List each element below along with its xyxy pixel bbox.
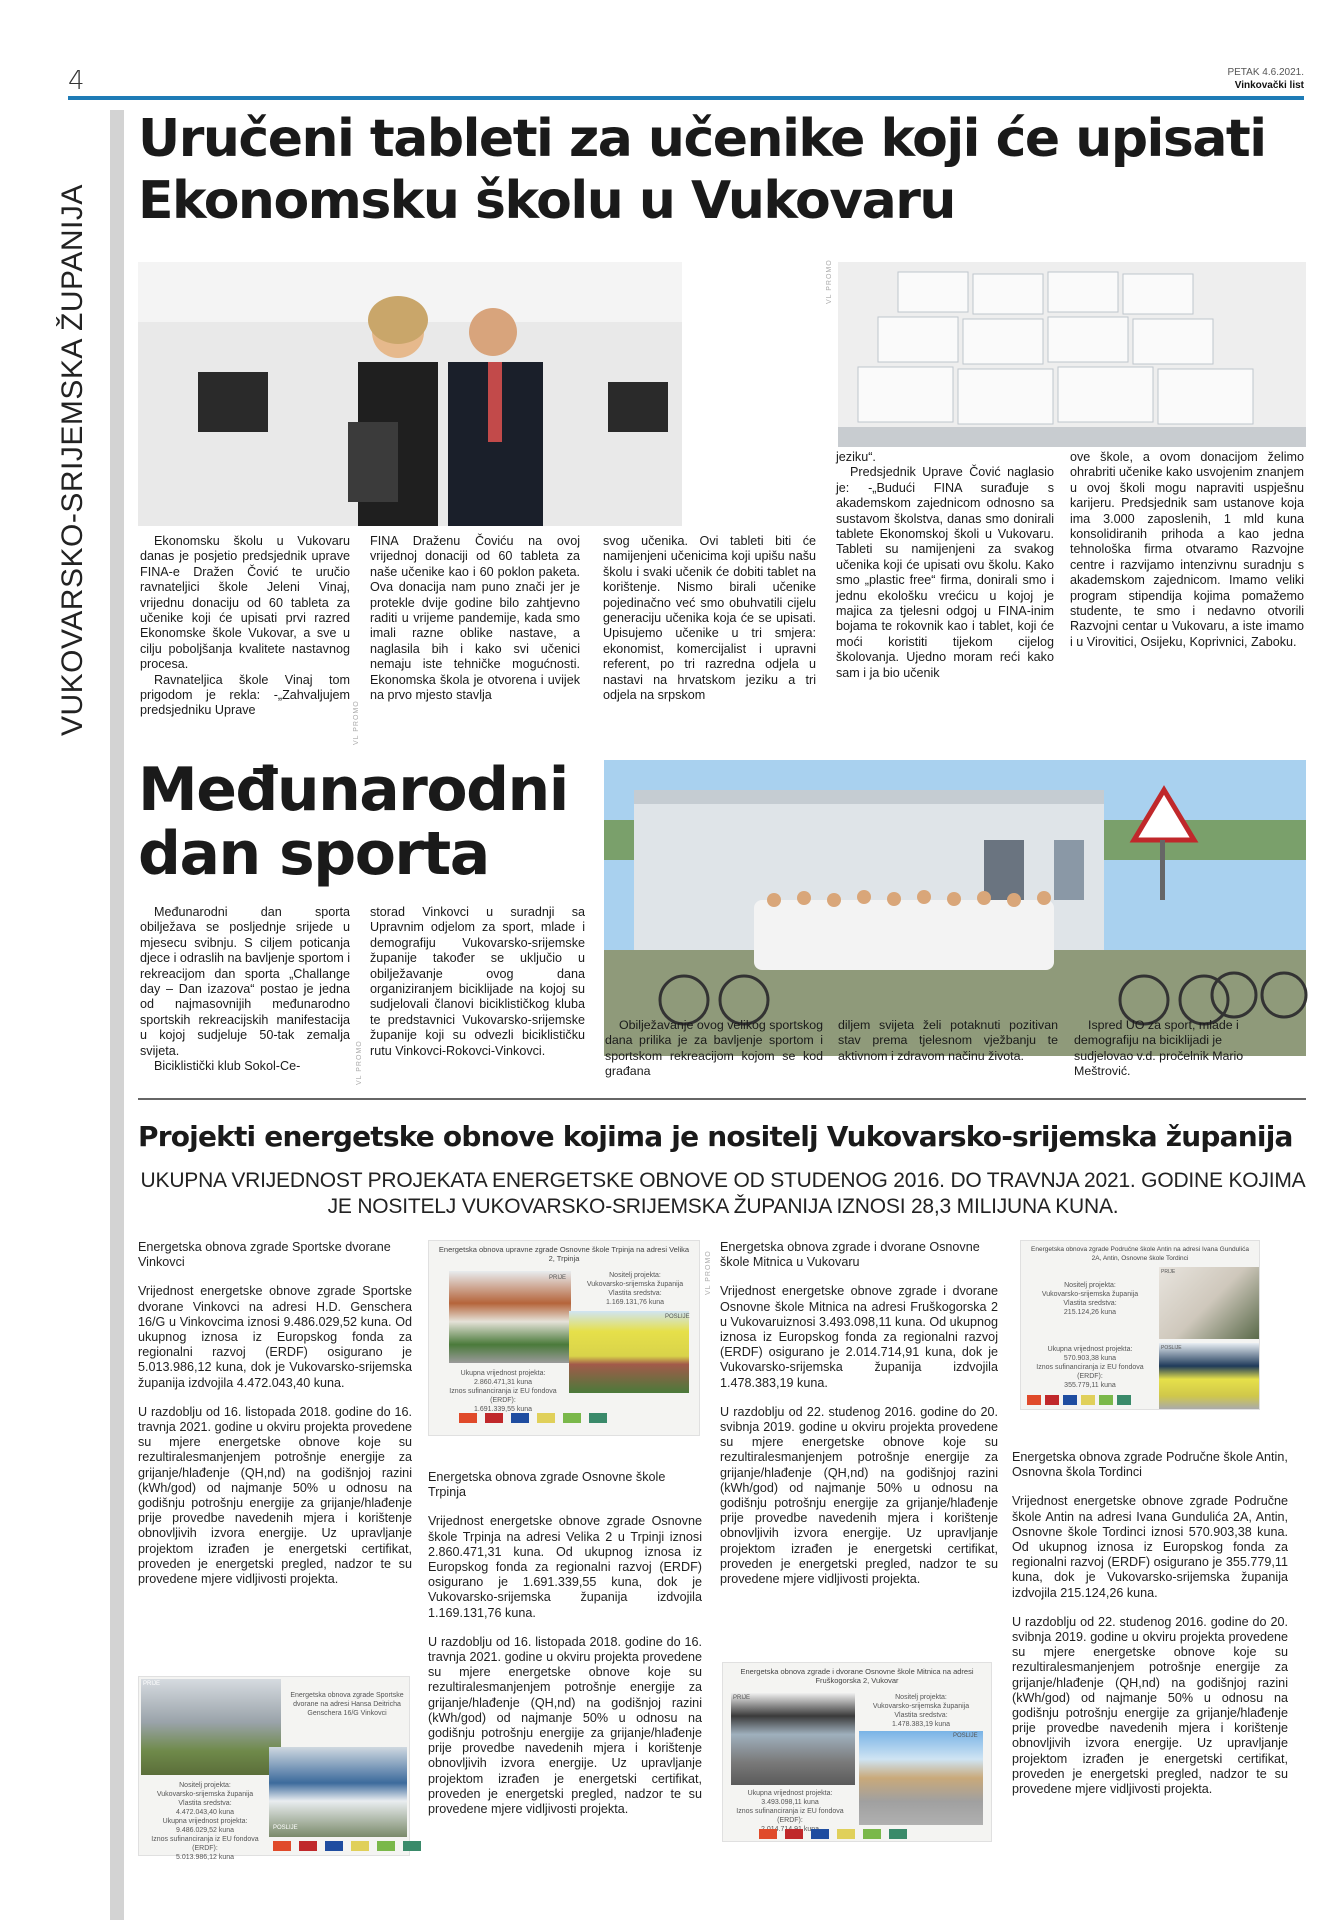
after-label: POSLIJE (273, 1825, 298, 1831)
article2-column-5 (1074, 1018, 1284, 1080)
ministry-logo-icon (459, 1413, 477, 1423)
paragraph: Ravnateljica škole Vinaj tom prigodom je rekla: -„Zahvaljujem predsjedniku Uprave (140, 672, 350, 718)
after-label: POSLIJE (1161, 1345, 1182, 1351)
holder-value: Vukovarsko-srijemska županija (1041, 1291, 1139, 1298)
county-coat-of-arms-icon (589, 1413, 607, 1423)
article2-column-2 (370, 905, 585, 1059)
eu-value: 1.691.339,55 kuna (474, 1406, 532, 1413)
project-value-text: Vrijednost energetske obnove zgrade i dvorane Osnovne škole Mitnica na adresi Fruškogorska 2 u Vukovaruiznosi 3.493.098,11 kuna. Od ukupnog iznosa iz Europskog fonda za regionalni razvoj (ERDF) osigurano je 2.014.714,91 kuna, dok je Vukovarsko-srijemska županija izdvojila 1.478.383,19 kuna. (720, 1284, 998, 1390)
paragraph: Međunarodni dan sporta obilježava se posljednje srijede u mjesecu svibnju. S ciljem poticanja djece i odraslih na bavljenje sportom i rekreacijom dan sporta „Challange day – Dan izazova“ postao je jedna od najmasovnijih međunarodno sportskih rekreacijskih manifestacija u kojoj sudjeluje 50-tak zemalja svijeta. (140, 905, 351, 1058)
paragraph: Biciklistički klub Sokol-Ce- (154, 1059, 301, 1074)
total-label: Ukupna vrijednost projekta: (1047, 1346, 1133, 1353)
before-label: PRIJE (1161, 1269, 1176, 1275)
own-funds-value: 1.169.131,76 kuna (606, 1299, 664, 1306)
article2-column-4 (838, 1018, 1058, 1064)
project-trpinja (428, 1470, 702, 1831)
paragraph: Ispred UO za sport, mlade i demografiju na biciklijadi je sudjelovao v.d. pročelnik Mario Meštrović. (1074, 1018, 1244, 1079)
agency-logo-icon (351, 1841, 369, 1851)
issue-date: PETAK 4.6.2021. (1227, 67, 1304, 78)
before-label: PRIJE (733, 1695, 751, 1701)
article2-column-3 (605, 1018, 823, 1080)
project-period-text: U razdoblju od 22. studenog 2016. godine do 20. svibnja 2019. godine u okviru projekta provedene su mjere energetske obnove koje su rezultiralesmanjenjem potrošnje energije za grijanje/hlađenje (QH,nd) na godišnjoj razini (kWh/god) od najmanje 50% u odnosu na godišnju potrošnju energije za grijanje/hlađenje prije provedbe navedenih mjera i korištenje obnovljivih izvora energije. Uz upravljanje projektom izrađen je energetski certifikat, proveden je energetski pregled, nadzor te su provedene mjere vidljivosti projekta. (1012, 1614, 1288, 1797)
photo-credit: VL PROMO (356, 1040, 363, 1085)
eu-flag-icon (811, 1829, 829, 1839)
holder-value: Vukovarsko-srijemska županija (872, 1703, 970, 1710)
funding-logos (459, 1411, 607, 1425)
article1-column-4 (836, 450, 1054, 681)
total-label: Ukupna vrijednost projekta: (460, 1370, 546, 1377)
eu-label: Iznos sufinanciranja iz EU fondova (ERDF): (151, 1836, 259, 1852)
eu-flag-icon (325, 1841, 343, 1851)
own-funds-label: Vlastita sredstva: (1063, 1300, 1117, 1307)
photo-group-cyclists-icon (604, 760, 1306, 1056)
before-label: PRIJE (549, 1275, 567, 1281)
project-poster-sportska-dvorana (138, 1676, 410, 1861)
eu-label: Iznos sufinanciranja iz EU fondova (ERDF): (449, 1388, 557, 1404)
project-period-text: U razdoblju od 16. listopada 2018. godine do 16. travnja 2021. godine u okviru projekta provedene su mjere energetske obnove koje su rezultiralesmanjenjem potrošnje energije za grijanje/hlađenje (QH,nd) na godišnjoj razini (kWh/god) od najmanje 50% u odnosu na godišnju potrošnju energije za grijanje/hlađenje prije provedbe navedenih mjera i korištenje obnovljivih izvora energije. Uz upravljanje projektom izrađen je energetski certifikat, proveden je energetski pregled, nadzor te su provedene mjere vidljivosti projekta. (138, 1404, 412, 1587)
holder-value: Vukovarsko-srijemska županija (156, 1791, 254, 1798)
agency-logo-icon (1081, 1395, 1095, 1405)
paragraph: Ekonomsku školu u Vukovaru danas je posjetio predsjednik uprave FINA-e Dražen Čović te uručio ravnateljici škole Jeleni Vinaj, vrijednu donaciju od 60 tableta za učenike koji će upisati prvi razred Ekonomske škole Vukovar, a sve u cilju poboljšanja kvalitete nastavnog procesa. (140, 534, 350, 672)
agency-logo-icon (837, 1829, 855, 1839)
project-title: Energetska obnova zgrade i dvorane Osnovne škole Mitnica u Vukovaru (720, 1240, 980, 1270)
after-photo (569, 1311, 689, 1393)
poster-title: Energetska obnova zgrade Sportske dvorane na adresi Hansa Deitricha Genschera 16/G Vinkovci (290, 1692, 404, 1717)
photo-tablet-boxes-icon (838, 262, 1306, 447)
eu-fonds-logo-icon (485, 1413, 503, 1423)
funding-logos (1027, 1393, 1131, 1407)
eu-label: Iznos sufinanciranja iz EU fondova (ERDF): (1036, 1364, 1144, 1380)
holder-label: Nositelj projekta: (179, 1782, 231, 1789)
before-photo (1159, 1267, 1259, 1339)
county-coat-of-arms-icon (1117, 1395, 1131, 1405)
article2-headline: Međunarodni dan sporta (138, 755, 568, 889)
section-label: VUKOVARSKO-SRIJEMSKA ŽUPANIJA (56, 184, 89, 736)
photo-people-icon (138, 262, 682, 526)
before-label: PRIJE (143, 1681, 161, 1687)
ministry-logo-icon (1027, 1395, 1041, 1405)
holder-label: Nositelj projekta: (895, 1694, 947, 1701)
own-funds-label: Vlastita sredstva: (894, 1712, 948, 1719)
paragraph: storad Vinkovci u suradnji sa Upravnim odjelom za sport, mlade i demografiju Vukovarsko-srijemske županije također se uključio u obilježavanje ovog dana organiziranjem biciklijade na kojoj su sudjelovali članovi biciklističkog kluba te predstavnici Vukovarsko-srijemske županije koji su odvezli biciklističku rutu Vinkovci-Rokovci-Vinkovci. (370, 905, 585, 1058)
article1-column-2 (370, 534, 580, 703)
eu-fonds-logo-icon (1045, 1395, 1059, 1405)
eu-label: Iznos sufinanciranja iz EU fondova (ERDF): (736, 1808, 844, 1824)
article3-headline: Projekti energetske obnove kojima je nositelj Vukovarsko-srijemska županija (138, 1120, 1293, 1153)
before-photo (449, 1271, 571, 1363)
project-title: Energetska obnova zgrade Područne škole Antin, Osnovna škola Tordinci (1012, 1450, 1288, 1480)
after-label: POSLIJE (665, 1314, 690, 1320)
photo-credit: VL PROMO (353, 700, 360, 745)
paragraph: FINA Draženu Čoviću na ovoj vrijednoj donaciji od 60 tableta za naše učenike kao i 60 poklon paketa. Ova donacija nam puno znači jer je protekle dvije godine bilo zahtjevno raditi u vrijeme pandemije, kada smo imali razne oblike nastave, a naglasila bih i kako svi učenici nemaju iste tehničke mogućnosti. Ekonomska škola je otvorena i uvijek na prvo mjesto stavlja (370, 534, 580, 703)
article2-photo-cyclists (604, 760, 1306, 1056)
poster-title: Energetska obnova zgrade Područne škole Antin na adresi Ivana Gundulića 2A, Antin, Osnovne škole Tordinci (1031, 1246, 1249, 1262)
total-value: 2.860.471,31 kuna (474, 1379, 532, 1386)
sustainability-logo-icon (863, 1829, 881, 1839)
own-funds-value: 4.472.043,40 kuna (176, 1809, 234, 1816)
paragraph: ove škole, a ovom donacijom želimo ohrabriti učenike kako usvojenim znanjem u ovoj školi mogu napraviti uspješnu karijeru. Predsjednik sam ustanove koja ima 3.000 zaposlenih, 1 mld kuna konsolidiranih prihoda a kao jedna tehnološka firma otvaramo Razvojne centre i razvijamo intenzivnu suradnju s akademskom zajednicom. Imamo veliki program stipendija kojima pomažemo studente, te smo i nedavno otvorili Razvojni centar u Vukovaru, a iste imamo i u Virovitici, Osijeku, Koprivnici, Zaboku. (1070, 450, 1304, 649)
poster-title: Energetska obnova zgrade i dvorane Osnovne škole Mitnica na adresi Fruškogorska 2, Vukovar (740, 1667, 974, 1685)
after-photo (859, 1731, 983, 1825)
own-funds-label: Vlastita sredstva: (178, 1800, 232, 1807)
total-value: 9.486.029,52 kuna (176, 1827, 234, 1834)
holder-label: Nositelj projekta: (609, 1272, 661, 1279)
agency-logo-icon (537, 1413, 555, 1423)
eu-flag-icon (1063, 1395, 1077, 1405)
own-funds-value: 215.124,26 kuna (1063, 1309, 1117, 1316)
before-photo (731, 1693, 855, 1785)
eu-value: 5.013.986,12 kuna (176, 1854, 234, 1861)
holder-label: Nositelj projekta: (1064, 1282, 1116, 1289)
paragraph: diljem svijeta želi potaknuti pozitivan stav prema tjelesnom vježbanju te aktivnom i zdravom načinu života. (838, 1018, 1058, 1063)
project-antin (1012, 1450, 1288, 1811)
sustainability-logo-icon (563, 1413, 581, 1423)
project-title: Energetska obnova zgrade Osnovne škole Trpinja (428, 1470, 666, 1500)
section-sidebar-bar (110, 110, 124, 1920)
paragraph: Predsjednik Uprave Čović naglasio je: -„Budući FINA surađuje s akademskom zajednicom odnosno sa sustavom školstva, danas smo donirali tablete Ekonomskoj školi u Vukovaru. Tableti su namijenjeni za svakog učenika koji će upisati ovu školu. Kako smo „plastic free“ firma, donirali smo i jednu ekološku vrećicu u kojoj je majica za tjelesni odgoj u FINA-inim bojama te rokovnik kao i tablet, koji će moći koristiti tijekom cijelog školovanja. Ujedno moram reći kako sam i ja bio učenik (836, 465, 1054, 680)
after-photo (1159, 1343, 1259, 1409)
paragraph: svog učenika. Ovi tableti biti će namijenjeni učenicima koji upišu našu školu i svaki učenik će dobiti tablet na korištenje. Nismo birali učenike pojedinačno već smo obuhvatili cijelu generaciju učenika koja će se upisati. Upisujemo učenike u tri smjera: ekonomist, komercijalist i upravni referent, po tri razredna odjela u nastavi na hrvatskom jeziku a tri odjela na srpskom (603, 534, 816, 703)
before-photo (141, 1679, 281, 1775)
total-value: 3.493.098,11 kuna (761, 1799, 819, 1806)
own-funds-value: 1.478.383,19 kuna (892, 1721, 950, 1728)
paragraph: jeziku“. (836, 450, 876, 464)
article1-photo-tablets (838, 262, 1306, 447)
total-value: 570.903,38 kuna (1063, 1355, 1117, 1362)
eu-fonds-logo-icon (299, 1841, 317, 1851)
eu-value: 2.014.714,91 (761, 1826, 802, 1833)
project-poster-trpinja (428, 1240, 700, 1436)
project-value-text: Vrijednost energetske obnove zgrade Područne škole Antin na adresi Ivana Gundulića 2A, Antin, Osnovne škole Tordinci iznosi 570.903,38 kuna. Od ukupnog iznosa iz Europskog fonda za regionalni razvoj (ERDF) osigurano je 355.779,11 kuna, dok je Vukovarsko-srijemska županija izdvojila 215.124,26 kuna. (1012, 1494, 1288, 1600)
paragraph: Obilježavanje ovog velikog sportskog dana prilika je za bavljenje sportom i sportskom rekreacijom kojom se kod građana (605, 1018, 823, 1079)
project-period-text: U razdoblju od 16. listopada 2018. godine do 16. travnja 2021. godine u okviru projekta provedene su mjere energetske obnove koje su rezultiralesmanjenjem potrošnje energije za grijanje/hlađenje (QH,nd) na godišnjoj razini (kWh/god) od najmanje 50% u odnosu na godišnju potrošnju energije za grijanje/hlađenje prije provedbe navedenih mjera i korištenje obnovljivih izvora energije. Uz upravljanje projektom izrađen je energetski certifikat, proveden je energetski pregled, nadzor te su provedene mjere vidljivosti projekta. (428, 1634, 702, 1817)
holder-value: Vukovarsko-srijemska županija (586, 1281, 684, 1288)
project-value-text: Vrijednost energetske obnove zgrade Sportske dvorane Vinkovci na adresi H.D. Genschera 16/G u Vinkovcima iznosi 9.486.029,52 kuna. Od ukupnog iznosa iz Europskog fonda za regionalni razvoj (ERDF) osigurano je 5.013.986,12 kuna, dok je Vukovarsko-srijemska županija izdvojila 4.472.043,40 kuna. (138, 1284, 412, 1390)
article1-column-1 (140, 534, 350, 719)
project-period-text: U razdoblju od 22. studenog 2016. godine do 20. svibnja 2019. godine u okviru projekta provedene su mjere energetske obnove koje su rezultiralesmanjenjem potrošnje energije za grijanje/hlađenje (QH,nd) na godišnjoj razini (kWh/god) od najmanje 50% u odnosu na godišnju potrošnju energije za grijanje/hlađenje prije provedbe navedenih mjera i korištenje obnovljivih izvora energije. Uz upravljanje projektom izrađen je energetski certifikat, proveden je energetski pregled, nadzor te su provedene mjere vidljivosti projekta. (720, 1404, 998, 1587)
project-poster-antin (1020, 1240, 1260, 1410)
eu-value: 355.779,11 kuna (1064, 1382, 1116, 1389)
total-label: Ukupna vrijednost projekta: (162, 1818, 248, 1825)
newspaper-name: Vinkovački list (1234, 80, 1304, 91)
own-funds-label: Vlastita sredstva: (608, 1290, 662, 1297)
article1-column-5 (1070, 450, 1304, 650)
county-coat-of-arms-icon (889, 1829, 907, 1839)
total-label: Ukupna vrijednost projekta: (747, 1790, 833, 1797)
project-mitnica (720, 1240, 998, 1601)
poster-title: Energetska obnova upravne zgrade Osnovne škole Trpinja na adresi Velika 2, Trpinja (438, 1245, 690, 1263)
section-divider (138, 1098, 1306, 1100)
county-coat-of-arms-icon (403, 1841, 421, 1851)
masthead (1227, 66, 1304, 92)
after-label: POSLIJE (953, 1733, 978, 1739)
funding-logos (273, 1839, 421, 1853)
eu-flag-icon (511, 1413, 529, 1423)
photo-credit: VL PROMO (705, 1250, 712, 1295)
page-number: 4 (68, 66, 85, 96)
article2-column-1 (140, 905, 350, 1074)
project-sportska-dvorana (138, 1240, 412, 1601)
article1-photo-presentation (138, 262, 682, 526)
ministry-logo-icon (759, 1829, 777, 1839)
project-poster-mitnica (722, 1662, 992, 1842)
eu-fonds-logo-icon (785, 1829, 803, 1839)
header-rule (68, 96, 1304, 100)
funding-logos (759, 1827, 907, 1841)
article1-column-3 (603, 534, 816, 703)
ministry-logo-icon (273, 1841, 291, 1851)
after-photo (269, 1747, 407, 1837)
photo-credit: VL PROMO (826, 259, 833, 304)
sustainability-logo-icon (1099, 1395, 1113, 1405)
project-title: Energetska obnova zgrade Sportske dvorane Vinkovci (138, 1240, 391, 1270)
sustainability-logo-icon (377, 1841, 395, 1851)
project-value-text: Vrijednost energetske obnove zgrade Osnovne škole Trpinja na adresi Velika 2 u Trpinji iznosi 2.860.471,31 kuna. Od ukupnog iznosa iz Europskog fonda za regionalni razvoj (ERDF) osigurano je 1.691.339,55 kuna, dok je Vukovarsko-srijemska županija izdvojila 1.169.131,76 kuna. (428, 1514, 702, 1620)
article3-subheadline: UKUPNA VRIJEDNOST PROJEKATA ENERGETSKE OBNOVE OD STUDENOG 2016. DO TRAVNJA 2021. GODINE KOJIMA JE NOSITELJ VUKOVARSKO-SRIJEMSKA ŽUPANIJA IZNOSI 28,3 MILIJUNA KUNA. (140, 1169, 1306, 1218)
article1-headline: Uručeni tableti za učenike koji će upisati Ekonomsku školu u Vukovaru (138, 109, 1266, 231)
